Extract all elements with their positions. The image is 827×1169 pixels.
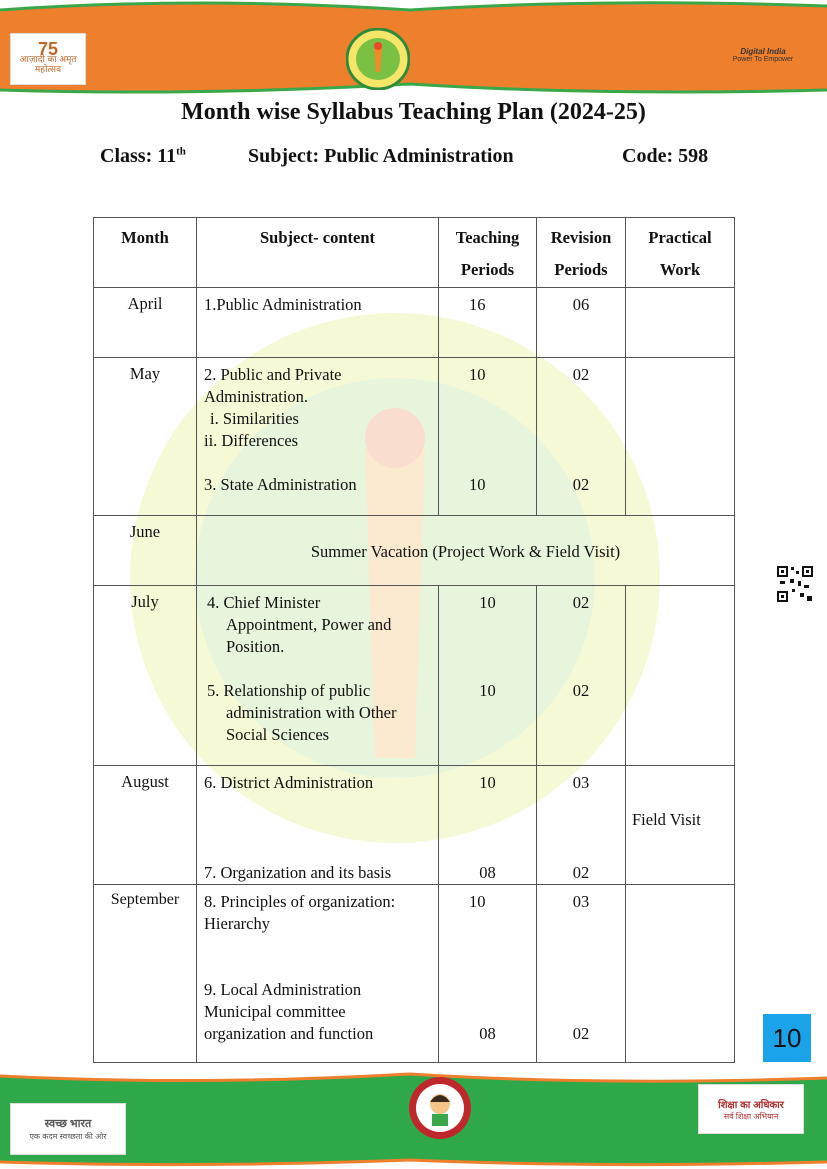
code-label: Code: 598	[622, 145, 709, 167]
table-row-july	[94, 586, 735, 766]
practical-cell: Field Visit	[626, 766, 735, 885]
month-cell: May	[94, 358, 197, 516]
revision-cell: 02 02	[537, 586, 626, 766]
qr-code-icon[interactable]	[776, 565, 814, 603]
azadi-ka-amrit-mahotsav-logo: 75 आज़ादी का अमृत महोत्सव	[10, 33, 86, 85]
teaching-cell: 10 10	[439, 358, 537, 516]
content-cell: 1.Public Administration	[197, 288, 439, 358]
swachh-bharat-logo: स्वच्छ भारत एक कदम स्वच्छता की ओर	[10, 1103, 126, 1155]
content-cell: 4. Chief Minister Appointment, Power and Position. 5. Relationship of public administration with Other Social Sciences	[197, 586, 439, 766]
board-seal-icon	[346, 28, 410, 90]
beti-bachao-logo-icon	[408, 1076, 472, 1140]
practical-cell	[626, 358, 735, 516]
teaching-cell: 16	[439, 288, 537, 358]
syllabus-table	[93, 217, 735, 1063]
practical-cell	[626, 885, 735, 1063]
revision-cell: 06	[537, 288, 626, 358]
practical-cell	[626, 288, 735, 358]
month-cell: August	[94, 766, 197, 885]
document-title: Month wise Syllabus Teaching Plan (2024-25)	[181, 99, 646, 125]
header-revision: Revision Periods	[537, 218, 626, 288]
table-row-april	[94, 288, 735, 358]
content-cell: 2. Public and Private Administration. i. Similarities ii. Differences 3. State Administration	[197, 358, 439, 516]
header-practical: Practical Work	[626, 218, 735, 288]
teaching-cell: 10 08	[439, 885, 537, 1063]
class-label: Class: 11th	[100, 145, 186, 167]
header-content: Subject- content	[197, 218, 439, 288]
shiksha-ka-adhikar-logo: शिक्षा का अधिकार सर्व शिक्षा अभियान	[698, 1084, 804, 1134]
teaching-cell: 10 10	[439, 586, 537, 766]
table-row-september	[94, 885, 735, 1063]
table-row-may	[94, 358, 735, 516]
header-month: Month	[94, 218, 197, 288]
month-cell: July	[94, 586, 197, 766]
content-cell: 6. District Administration 7. Organization and its basis	[197, 766, 439, 885]
subject-label: Subject: Public Administration	[248, 145, 514, 167]
table-header-row	[94, 218, 735, 288]
month-cell: June	[94, 516, 197, 586]
month-cell: September	[94, 885, 197, 1063]
revision-cell: 03 02	[537, 766, 626, 885]
table-row-june	[94, 516, 735, 586]
header-band	[0, 0, 827, 96]
table-row-august	[94, 766, 735, 885]
teaching-cell: 10 08	[439, 766, 537, 885]
revision-cell: 02 02	[537, 358, 626, 516]
header-teaching: Teaching Periods	[439, 218, 537, 288]
summer-vacation-cell: Summer Vacation (Project Work & Field Visit)	[197, 516, 735, 586]
content-cell: 8. Principles of organization: Hierarchy 9. Local Administration Municipal committee organization and function	[197, 885, 439, 1063]
digital-india-logo: Digital India Power To Empower	[732, 47, 794, 63]
page-number-badge: 10	[763, 1014, 811, 1062]
revision-cell: 03 02	[537, 885, 626, 1063]
practical-cell	[626, 586, 735, 766]
month-cell: April	[94, 288, 197, 358]
